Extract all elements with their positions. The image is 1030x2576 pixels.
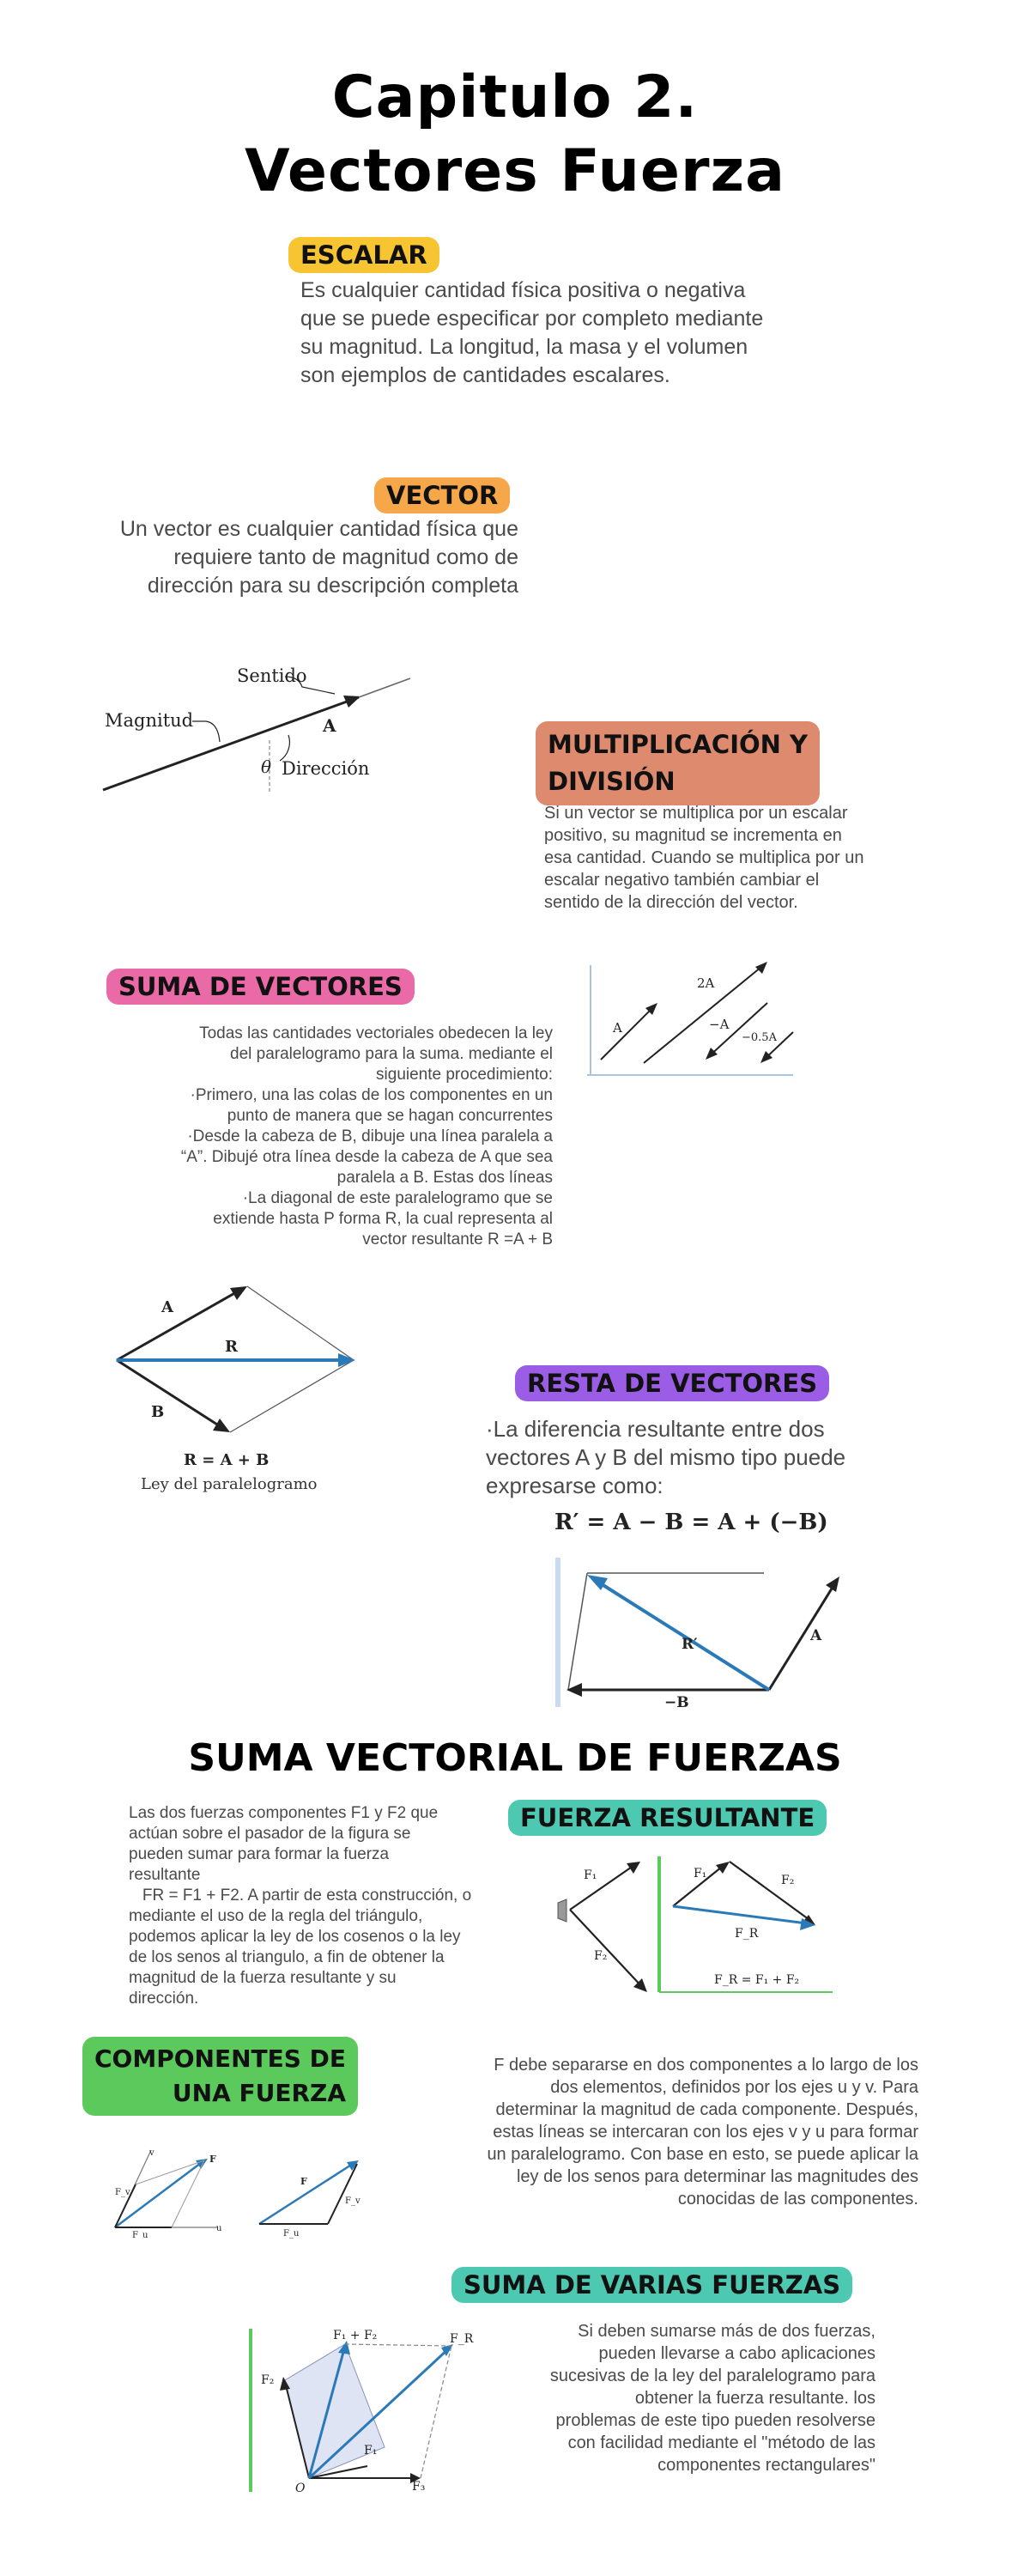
varias-tag: SUMA DE VARIAS FUERZAS — [451, 2267, 852, 2303]
varias-figure — [247, 2329, 482, 2492]
vector-direccion-label: Dirección — [282, 758, 370, 779]
pin-support — [558, 1899, 566, 1922]
vector-text: Un vector es cualquier cantidad física que requiere tanto de magnitud como de dirección para su descripción completa — [119, 517, 518, 598]
suma-tag: SUMA DE VECTORES — [106, 969, 415, 1005]
label-a: A — [810, 1627, 822, 1644]
vector-arrowhead — [343, 696, 360, 708]
vector-tag: VECTOR — [374, 477, 510, 513]
suma-line: “A”. Dibujé otra línea desde la cabeza de A que sea — [180, 1148, 553, 1166]
suma-fuerzas-line: dirección. — [129, 1990, 199, 2008]
vector-f1 — [570, 1863, 637, 1910]
escalar-text: Es cualquier cantidad física positiva o negativa que se puede especificar por completo mediante su magnitud. La longitud, la masa y el volumen son ejemplos de cantidades escalares. — [300, 278, 764, 387]
triangle-label-f: F — [300, 2176, 307, 2187]
varias-line: problemas de este tipo pueden resolverse — [555, 2411, 876, 2430]
label-r-prime: R′ — [682, 1636, 698, 1653]
varias-line: Si deben sumarse más de dos fuerzas, — [578, 2322, 876, 2341]
componentes-tag — [82, 2037, 358, 2116]
suma-fuerzas-text — [129, 1803, 524, 2009]
varias-line: con facilidad mediante el "método de las — [567, 2433, 876, 2452]
resta-formula: R′ = A − B = A + (−B) — [554, 1510, 828, 1535]
vector-b — [117, 1360, 227, 1431]
multiplicacion-figure — [584, 951, 797, 1078]
vector-a — [601, 1005, 656, 1060]
componentes-figure — [106, 2147, 367, 2239]
suma-line: del paralelogramo para la suma. mediante el — [230, 1045, 553, 1063]
triangle-label-fv: F_v — [345, 2196, 360, 2206]
componentes-line: ley de los senos para determinar las magnitudes des — [516, 2167, 918, 2186]
componentes-tag-line1: COMPONENTES DE — [94, 2044, 347, 2073]
suma-caption: Ley del paralelogramo — [141, 1475, 318, 1493]
triangle-label-fu: F_u — [283, 2229, 300, 2239]
vector-b-head — [213, 1419, 230, 1432]
parallelogram-left — [568, 1573, 587, 1690]
triangle-f1-head — [716, 1862, 730, 1874]
label-f2: F₂ — [594, 1949, 608, 1963]
suma-line: ·La diagonal de este paralelogramo que se — [242, 1189, 553, 1207]
shaded-region — [285, 2344, 385, 2478]
fuerza-resultante-figure — [556, 1855, 836, 1999]
suma-line: Todas las cantidades vectoriales obedecen la ley — [199, 1024, 553, 1042]
dashed-right — [421, 2346, 451, 2478]
label-neg-b: −B — [664, 1694, 689, 1707]
label-fr: F_R — [450, 2332, 474, 2346]
resta-figure — [554, 1556, 857, 1707]
label-fu: F_u — [132, 2231, 148, 2239]
parallel-b — [247, 1286, 354, 1360]
label-f: F — [209, 2154, 216, 2165]
suma-text — [96, 1024, 553, 1250]
vector-f1-head — [627, 1862, 640, 1874]
multiplicacion-tag-line2: DIVISIÓN — [548, 767, 676, 796]
suma-fuerzas-line: pueden sumar para formar la fuerza — [129, 1845, 390, 1863]
suma-fuerzas-line: podemos aplicar la ley de los cosenos o la ley — [129, 1928, 461, 1946]
triangle-f2 — [730, 1862, 812, 1922]
page-title-line1: Capitulo 2. — [331, 64, 699, 131]
varias-line: sucesivas de la ley del paralelogramo para — [549, 2366, 876, 2385]
vector-f-head — [196, 2159, 208, 2169]
vector-sentido-label: Sentido — [237, 665, 307, 686]
suma-line: paralela a B. Estas dos líneas — [336, 1169, 553, 1187]
label-f1f2: F₁ + F₂ — [333, 2329, 378, 2342]
suma-fuerzas-line: mediante el uso de la regla del triángulo, — [129, 1907, 423, 1925]
componentes-text — [359, 2054, 918, 2210]
escalar-tag: ESCALAR — [288, 237, 439, 273]
label-f1: F₁ — [584, 1868, 597, 1882]
varias-text — [464, 2320, 876, 2476]
resta-tag: RESTA DE VECTORES — [515, 1365, 829, 1401]
theta-arc — [280, 735, 289, 761]
componentes-line: determinar la magnitud de cada componente. Después, — [495, 2100, 918, 2119]
suma-fuerzas-line: actúan sobre el pasador de la figura se — [129, 1825, 411, 1843]
magnitud-leader — [192, 721, 220, 742]
label-b: B — [151, 1403, 165, 1421]
componentes-line: F debe separarse en dos componentes a lo largo de los — [494, 2056, 918, 2075]
varias-line: componentes rectangulares" — [657, 2456, 876, 2475]
vector-figure — [101, 663, 421, 800]
page-title-line2: Vectores Fuerza — [245, 137, 785, 205]
fr-equation: F_R = F₁ + F₂ — [714, 1973, 800, 1987]
suma-line: vector resultante R =A + B — [362, 1230, 553, 1249]
componentes-line: un paralelogramo. Con base en esto, se puede aplicar la — [487, 2145, 918, 2164]
componentes-line: estas líneas se intercaran con los ejes v y u para formar — [493, 2123, 918, 2142]
vector-line-of-action — [359, 678, 410, 697]
vector-a-head — [826, 1577, 839, 1592]
vector-a — [769, 1582, 836, 1690]
parallel-a — [230, 1360, 354, 1432]
suma-line: ·Desde la cabeza de B, dibuje una línea paralela a — [187, 1127, 553, 1145]
label-triangle-f1: F₁ — [694, 1867, 707, 1880]
suma-fuerzas-line: resultante — [129, 1866, 201, 1884]
suma-line: punto de manera que se hagan concurrentes — [227, 1107, 553, 1125]
suma-fuerzas-heading: SUMA VECTORIAL DE FUERZAS — [188, 1736, 842, 1780]
vector-fr — [673, 1906, 807, 1923]
label-triangle-f2: F₂ — [781, 1874, 795, 1887]
resta-text: ·La diferencia resultante entre dos vectores A y B del mismo tipo puede expresarse como: — [486, 1416, 846, 1498]
label-axis-u: u — [216, 2224, 222, 2233]
multiplicacion-tag — [536, 721, 820, 805]
triangle-vector-fv — [328, 2164, 357, 2224]
suma-fuerzas-line: Las dos fuerzas componentes F1 y F2 que — [129, 1804, 439, 1822]
label-2a: 2A — [697, 975, 715, 991]
componentes-line: dos elementos, definidos por los ejes u y v. Para — [550, 2078, 918, 2097]
label-f2: F₂ — [261, 2373, 275, 2387]
suma-fuerzas-line: de los senos al triangulo, a fin de obtener la — [129, 1948, 445, 1966]
label-neg-half-a: −0.5A — [742, 1031, 777, 1044]
label-axis-v: v — [149, 2148, 154, 2158]
label-f3: F₃ — [412, 2480, 426, 2492]
dashed-top — [345, 2344, 451, 2346]
vector-r-prime — [592, 1578, 769, 1690]
suma-line: extiende hasta P forma R, la cual representa al — [213, 1210, 553, 1228]
vector-2a-head — [755, 962, 767, 974]
suma-fuerzas-line: magnitud de la fuerza resultante y su — [129, 1969, 397, 1987]
vector-magnitud-label: Magnitud — [105, 710, 194, 731]
triangle-vector-f — [259, 2162, 355, 2224]
suma-line: siguiente procedimiento: — [376, 1066, 553, 1084]
vector-a-label: A — [323, 715, 336, 736]
suma-figure — [110, 1279, 367, 1504]
componentes-line: conocidas de las componentes. — [677, 2190, 918, 2208]
varias-line: pueden llevarse a cabo aplicaciones — [598, 2344, 876, 2363]
multiplicacion-text: Si un vector se multiplica por un escalar positivo, su magnitud se incrementa en esa cantidad. Cuando se multiplica por un escalar negativo también cambiar el sentido de la dirección del vector. — [544, 804, 864, 912]
label-fr: F_R — [735, 1927, 759, 1941]
label-r: R — [225, 1338, 238, 1356]
label-a: A — [161, 1298, 173, 1316]
componentes-tag-line2: UNA FUERZA — [172, 2079, 347, 2107]
label-neg-a: −A — [709, 1017, 730, 1032]
suma-equation: R = A + B — [184, 1451, 270, 1469]
label-origin: O — [295, 2482, 306, 2492]
varias-line: obtener la fuerza resultante. los — [634, 2389, 876, 2408]
vector-theta-label: θ — [261, 756, 272, 777]
label-f1: F₁ — [364, 2444, 378, 2458]
suma-fuerzas-line: FR = F1 + F2. A partir de esta construcción, o — [129, 1886, 472, 1905]
suma-line: ·Primero, una las colas de los componentes en un — [190, 1086, 553, 1104]
multiplicacion-tag-line1: MULTIPLICACIÓN Y — [548, 730, 808, 759]
fuerza-resultante-tag: FUERZA RESULTANTE — [508, 1800, 827, 1836]
label-a: A — [613, 1020, 622, 1036]
label-fv: F_v — [115, 2188, 130, 2197]
